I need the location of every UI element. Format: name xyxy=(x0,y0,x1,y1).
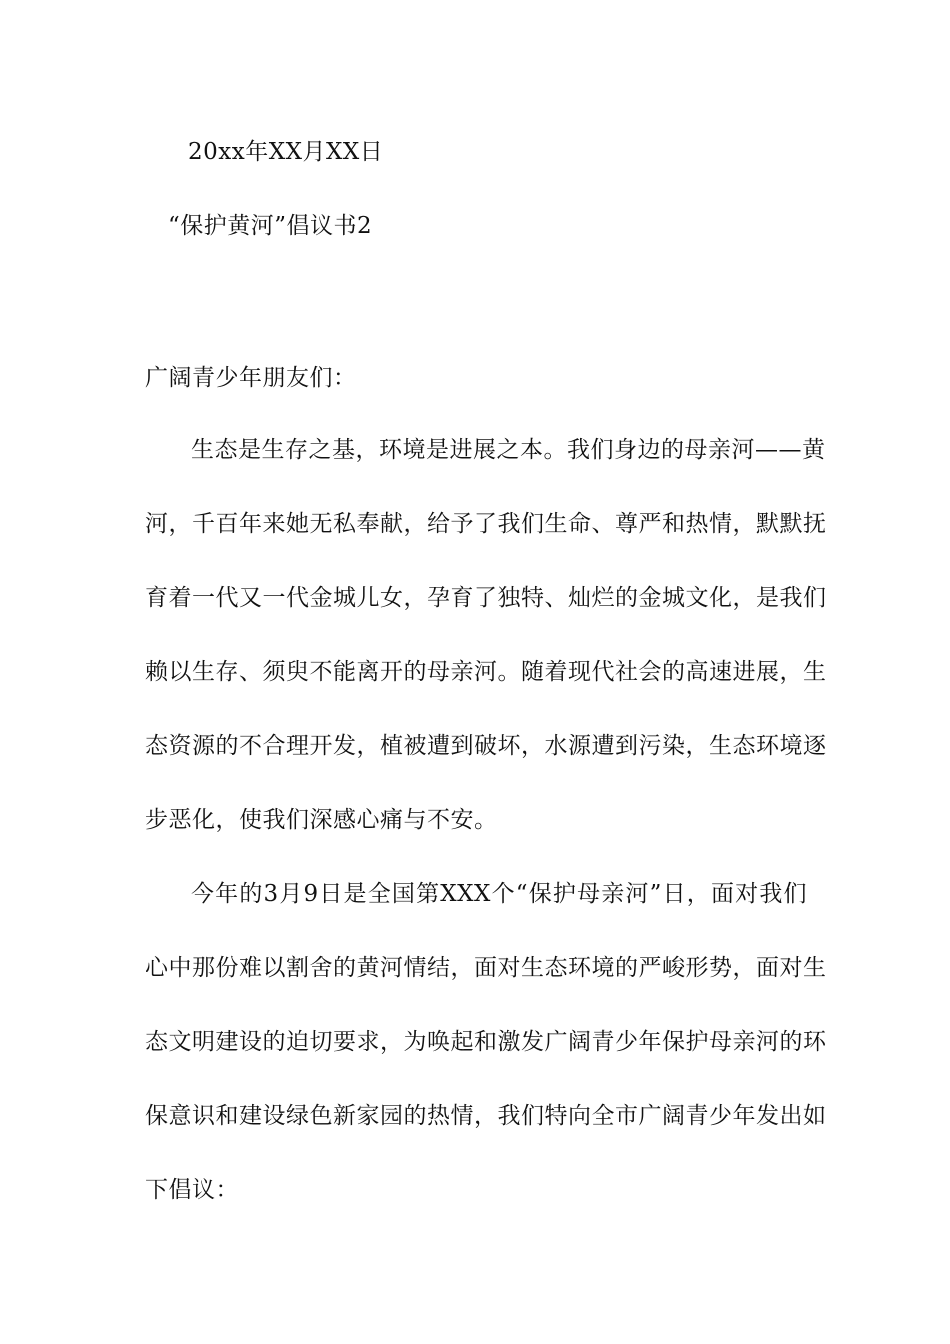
paragraph-line: 步恶化，使我们深感心痛与不安。 xyxy=(145,807,498,833)
paragraph-line: 心中那份难以割舍的黄河情结，面对生态环境的严峻形势，面对生 xyxy=(145,955,827,981)
paragraph-line: 保意识和建设绿色新家园的热情，我们特向全市广阔青少年发出如 xyxy=(145,1103,827,1129)
document-date: 20xx年XX月XX日 xyxy=(188,139,384,165)
paragraph-line: 态文明建设的迫切要求，为唤起和激发广阔青少年保护母亲河的环 xyxy=(145,1029,827,1055)
paragraph-line: 河，千百年来她无私奉献，给予了我们生命、尊严和热情，默默抚 xyxy=(145,511,827,537)
salutation: 广阔青少年朋友们： xyxy=(145,365,357,391)
document-title: “保护黄河”倡议书2 xyxy=(168,213,373,239)
paragraph-line: 态资源的不合理开发，植被遭到破坏，水源遭到污染，生态环境逐 xyxy=(145,733,827,759)
paragraph-line: 今年的3月9日是全国第XXX个“保护母亲河”日，面对我们 xyxy=(191,881,807,907)
paragraph-line: 育着一代又一代金城儿女，孕育了独特、灿烂的金城文化，是我们 xyxy=(145,585,827,611)
paragraph-line: 赖以生存、须臾不能离开的母亲河。随着现代社会的高速进展，生 xyxy=(145,659,827,685)
paragraph-line: 下倡议： xyxy=(145,1177,239,1203)
paragraph-line: 生态是生存之基，环境是进展之本。我们身边的母亲河——黄 xyxy=(191,437,826,463)
paragraph-2 xyxy=(145,879,827,1249)
paragraph-1 xyxy=(145,435,827,879)
